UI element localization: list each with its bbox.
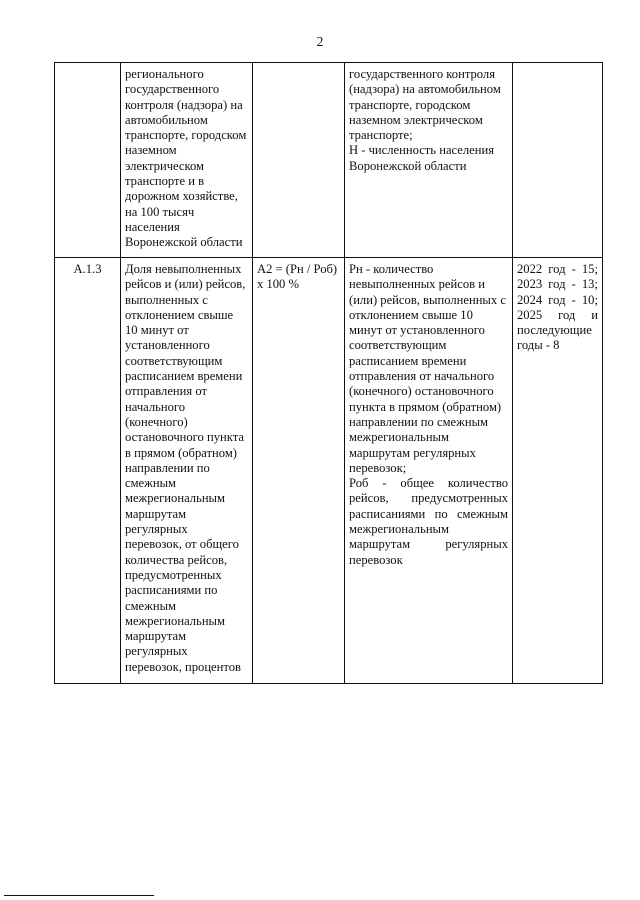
text-line: транспорте и в [125, 174, 205, 189]
text-line: (конечного) [125, 414, 188, 429]
indicator-name-text [125, 262, 248, 675]
text-line: транспорте, городском [349, 97, 471, 112]
word: год [548, 292, 566, 307]
text-line: Воронежской области [349, 158, 467, 173]
page-number: 2 [316, 34, 324, 49]
text-line: населения [125, 219, 180, 234]
justified-line [517, 308, 598, 323]
text-line: отправления от [125, 384, 207, 399]
targets-cell [513, 258, 603, 684]
text-line: пункта в прямом (обратном) [349, 399, 502, 414]
word: расписаниями [349, 506, 426, 521]
word: 10; [581, 292, 598, 307]
text-line: дорожном хозяйстве, [125, 189, 238, 204]
variable-rob-text [349, 476, 508, 552]
word: год [548, 277, 566, 292]
word: - [382, 476, 387, 491]
text-line: Доля невыполненных [125, 262, 242, 276]
justified-line [517, 293, 598, 308]
word: последующие [517, 323, 592, 338]
variables-cell [345, 63, 513, 258]
target-values-last-line: годы - 8 [517, 338, 560, 353]
indicator-number-cell [55, 258, 121, 684]
word: год [548, 262, 566, 276]
word: - [571, 262, 576, 276]
text-line: электрическом [125, 158, 205, 173]
word: предусмотренных [411, 491, 508, 506]
text-line: установленного [125, 338, 210, 353]
text-line: 10 минут от [125, 323, 189, 338]
formula-text [257, 262, 340, 293]
indicator-name-cell [121, 63, 253, 258]
text-line: (конечного) остановочного [349, 384, 494, 399]
text-line: отклонением свыше [125, 307, 234, 322]
word: 2023 [517, 277, 543, 292]
text-line: в прямом (обратном) [125, 445, 237, 460]
text-line: минут от установленного [349, 323, 485, 338]
indicators-table [54, 62, 603, 684]
text-line: межрегиональным [349, 430, 449, 445]
text-line: автомобильном [125, 112, 208, 127]
word: рейсов, [349, 491, 389, 506]
text-line: выполненных с [125, 292, 208, 307]
word: общее [400, 476, 434, 491]
text-line: Н - численность населения [349, 143, 495, 158]
justified-line [349, 537, 508, 552]
target-values-text [517, 262, 598, 338]
text-line: межрегиональным [125, 613, 225, 628]
text-line: перевозок, процентов [125, 659, 241, 674]
text-line: начального [125, 399, 186, 414]
justified-line [517, 277, 598, 292]
text-line: (или) рейсов, выполненных с [349, 292, 506, 307]
text-line: расписанием времени [349, 353, 467, 368]
indicator-number: А.1.3 [73, 262, 102, 276]
text-line: соответствующим [125, 353, 223, 368]
word: по [434, 506, 448, 521]
formula-cell [253, 63, 345, 258]
variables-cell [345, 258, 513, 684]
text-line: межрегиональным [125, 491, 225, 506]
text-line: направлении по [125, 460, 210, 475]
text-line: отклонением свыше 10 [349, 307, 473, 322]
text-line: маршрутам [125, 506, 187, 521]
text-line: наземном электрическом [349, 112, 483, 127]
text-line: Воронежской области [125, 235, 243, 250]
word: 13; [581, 277, 598, 292]
justified-line [349, 476, 508, 491]
targets-cell [513, 63, 603, 258]
justified-line [349, 491, 508, 506]
text-line: смежным [125, 476, 177, 491]
indicator-name-cell [121, 258, 253, 684]
word: - [571, 277, 576, 292]
text-line: смежным [125, 598, 177, 613]
text-line: транспорте, городском [125, 128, 247, 143]
text-line: расписаниями по [125, 583, 218, 598]
text-line: х 100 % [257, 277, 299, 292]
text-line: предусмотренных [125, 567, 222, 582]
text-line: (надзора) на автомобильном [349, 82, 501, 97]
word: - [571, 292, 576, 307]
text-line: отправления от начального [349, 369, 495, 384]
justified-line [517, 262, 598, 277]
word: 15; [581, 262, 598, 276]
indicator-number-cell [55, 63, 121, 258]
text-line: остановочного пункта [125, 430, 244, 445]
table-row [55, 258, 603, 684]
text-line: соответствующим [349, 338, 447, 353]
text-line: расписанием времени [125, 369, 243, 384]
text-line: контроля (надзора) на [125, 97, 243, 112]
text-line: рейсов и (или) рейсов, [125, 277, 246, 292]
text-line: транспорте; [349, 128, 413, 143]
text-line: регулярных [125, 644, 188, 659]
word: 2022 [517, 262, 543, 276]
word: межрегиональным [349, 522, 449, 537]
text-line: направлении по смежным [349, 414, 489, 429]
justified-line [349, 507, 508, 522]
variable-rn-text [349, 262, 508, 476]
justified-line [349, 522, 508, 537]
text-line: регионального [125, 67, 204, 81]
word: Роб [349, 476, 369, 491]
word: маршрутам [349, 537, 411, 552]
variable-rob-last-line: перевозок [349, 552, 403, 567]
text-line: перевозок, от общего [125, 537, 239, 552]
table-row [55, 63, 603, 258]
footnote-rule [4, 895, 154, 896]
text-line: количества рейсов, [125, 552, 228, 567]
word: год [558, 307, 576, 322]
text-line: невыполненных рейсов и [349, 277, 485, 292]
indicator-name-text [125, 67, 248, 251]
text-line: государственного [125, 82, 220, 97]
text-line: А2 = (Рн / Роб) [257, 262, 338, 276]
word: регулярных [445, 537, 508, 552]
text-line: перевозок; [349, 460, 407, 475]
variables-text [349, 67, 508, 174]
word: 2024 [517, 292, 543, 307]
word: количество [447, 476, 508, 491]
text-line: маршрутам регулярных [349, 445, 476, 460]
text-line: маршрутам [125, 629, 187, 644]
text-line: на 100 тысяч [125, 204, 195, 219]
word: 2025 [517, 307, 543, 322]
text-line: регулярных [125, 522, 188, 537]
text-line: наземном [125, 143, 177, 158]
text-line: Рн - количество [349, 262, 434, 276]
text-line: государственного контроля [349, 67, 495, 81]
word: смежным [456, 506, 508, 521]
justified-line [517, 323, 598, 338]
word: и [591, 307, 598, 322]
formula-cell [253, 258, 345, 684]
